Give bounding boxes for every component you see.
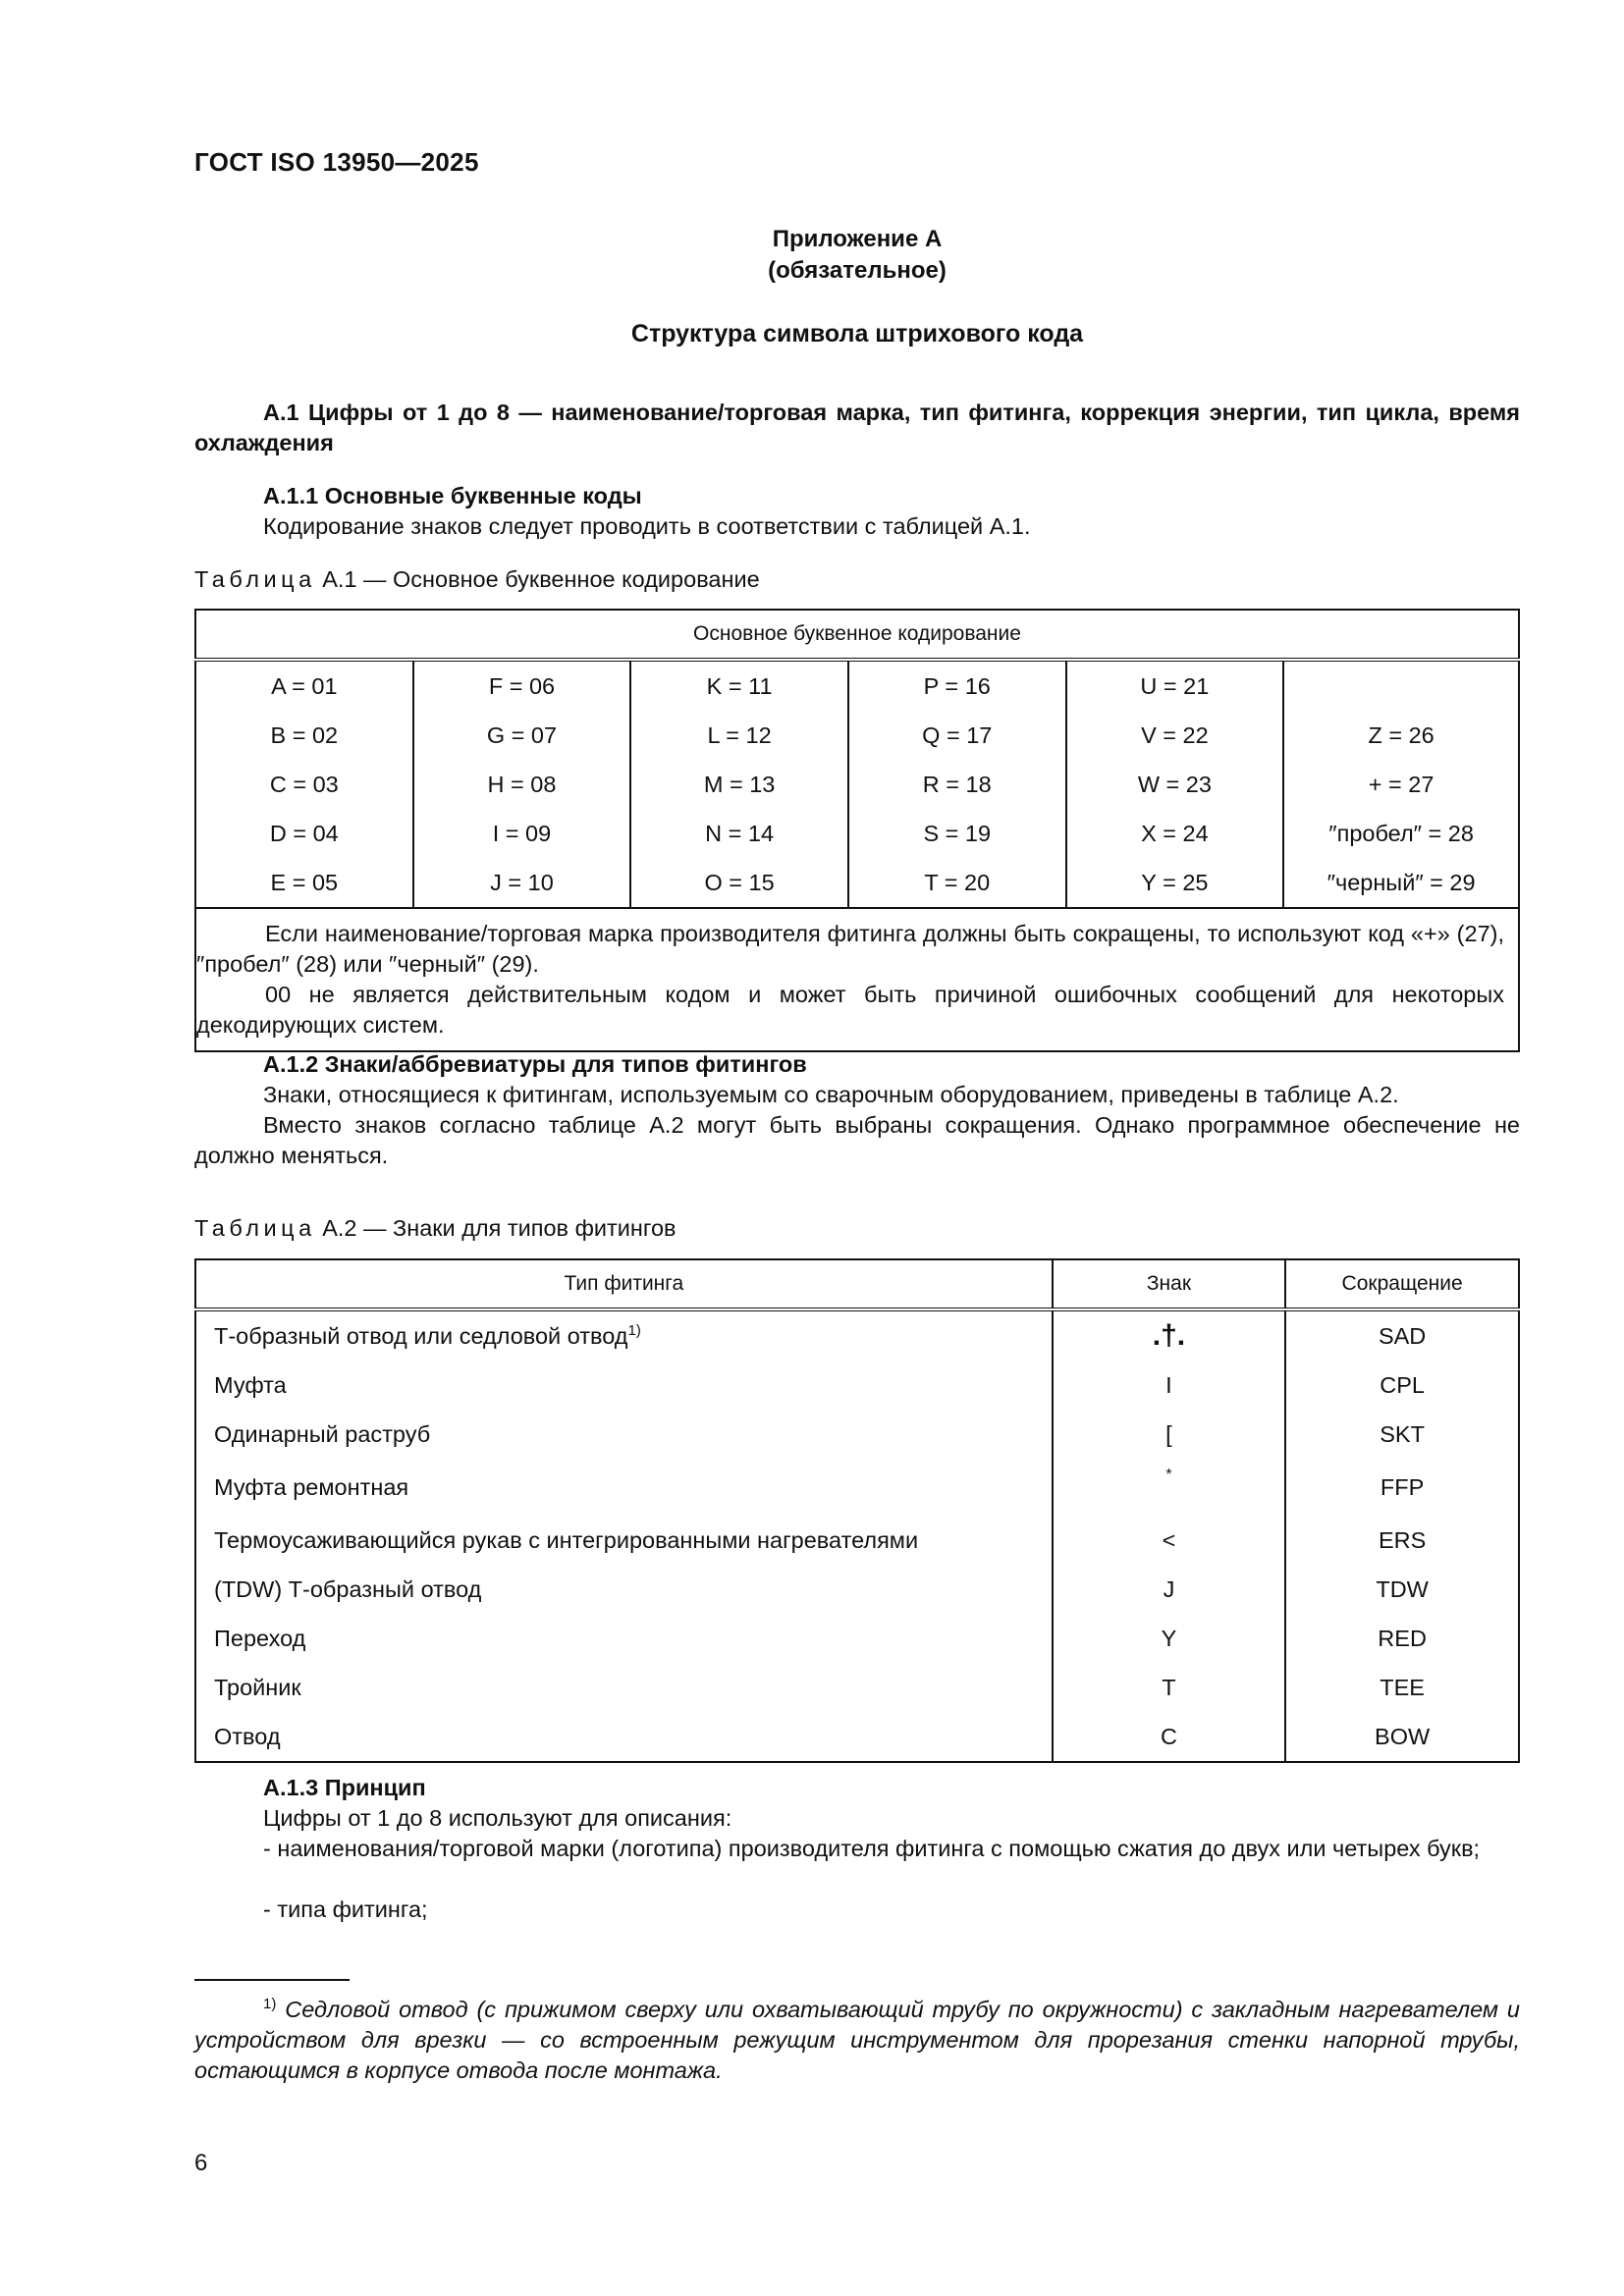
section-a13-text: Цифры от 1 до 8 используют для описания: [263, 1805, 732, 1831]
section-a13-title: А.1.3 Принцип [263, 1775, 426, 1800]
fitting-sign: [ [1053, 1410, 1286, 1459]
footnote-text: Седловой отвод (с прижимом сверху или охватывающий трубу по окружности) с закладным нагревателем и устройством для врезки — со встроенным режущим инструментом для прорезания стенки напорной трубы, остающимся в корпусе отвода после монтажа. [194, 1996, 1520, 2083]
footnote-divider [194, 1979, 350, 1981]
fitting-sign: J [1053, 1565, 1286, 1614]
footnote-mark: 1) [263, 1996, 277, 2012]
section-a1-title: А.1 Цифры от 1 до 8 — наименование/торговая марка, тип фитинга, коррекция энергии, тип цикла, время охлаждения [194, 400, 1520, 455]
appendix-status: (обязательное) [768, 257, 947, 284]
fitting-type-name: (TDW) Т-образный отвод [195, 1565, 1053, 1614]
table-cell [1283, 660, 1519, 711]
table-cell: B = 02 [195, 711, 413, 760]
table-cell: L = 12 [630, 711, 848, 760]
table-row [195, 1565, 1519, 1614]
fitting-abbreviation: SAD [1285, 1309, 1519, 1361]
table-cell: W = 23 [1066, 760, 1284, 809]
table2-caption-word: Таблица [194, 1215, 316, 1241]
table-cell: ″черный″ = 29 [1283, 858, 1519, 908]
table-cell: Q = 17 [848, 711, 1066, 760]
table-row [195, 858, 1519, 908]
column-header-sign: Знак [1053, 1259, 1286, 1309]
footnote-ref: 1) [627, 1322, 641, 1340]
fitting-type-name: Отвод [195, 1712, 1053, 1762]
table-row [195, 1410, 1519, 1459]
fitting-sign: < [1053, 1516, 1286, 1565]
fitting-type-cell [195, 1309, 1053, 1361]
table1-note-2: 00 не является действительным кодом и может быть причиной ошибочных сообщений для некоторых декодирующих систем. [196, 982, 1504, 1038]
table-row [195, 1663, 1519, 1712]
table-cell: H = 08 [413, 760, 631, 809]
table-cell: C = 03 [195, 760, 413, 809]
fitting-abbreviation: BOW [1285, 1712, 1519, 1762]
fitting-abbreviation: FFP [1285, 1459, 1519, 1516]
table-basic-letter-coding [194, 609, 1520, 1052]
table-cell: V = 22 [1066, 711, 1284, 760]
table-cell: F = 06 [413, 660, 631, 711]
table-cell: R = 18 [848, 760, 1066, 809]
table-cell: A = 01 [195, 660, 413, 711]
fitting-type-name: Тройник [195, 1663, 1053, 1712]
table-cell: U = 21 [1066, 660, 1284, 711]
table-cell: J = 10 [413, 858, 631, 908]
table-row [195, 1516, 1519, 1565]
table-cell: Y = 25 [1066, 858, 1284, 908]
table2-caption [194, 1215, 677, 1242]
table-cell: I = 09 [413, 809, 631, 858]
table-cell: K = 11 [630, 660, 848, 711]
section-a11-text: Кодирование знаков следует проводить в соответствии с таблицей А.1. [263, 513, 1031, 539]
fitting-type-name: Муфта [195, 1361, 1053, 1410]
fitting-abbreviation: ERS [1285, 1516, 1519, 1565]
table-cell: D = 04 [195, 809, 413, 858]
table-row [195, 660, 1519, 711]
table-cell: M = 13 [630, 760, 848, 809]
fitting-abbreviation: SKT [1285, 1410, 1519, 1459]
footnote [194, 1989, 1520, 2086]
table-row [195, 1361, 1519, 1410]
table-row [195, 1614, 1519, 1663]
table-row [195, 1459, 1519, 1516]
fitting-type-name: Т-образный отвод или седловой отвод [214, 1322, 628, 1349]
column-header-abbreviation: Сокращение [1285, 1259, 1519, 1309]
fitting-sign: C [1053, 1712, 1286, 1762]
table1-header: Основное буквенное кодирование [195, 610, 1519, 660]
table-row [195, 809, 1519, 858]
fitting-sign: Y [1053, 1614, 1286, 1663]
table1-note-row [195, 908, 1519, 1051]
fitting-type-name: Муфта ремонтная [195, 1459, 1053, 1516]
fitting-type-name: Термоусаживающийся рукав с интегрированными нагревателями [195, 1516, 1053, 1565]
fitting-abbreviation: RED [1285, 1614, 1519, 1663]
table1-note-1: Если наименование/торговая марка производителя фитинга должны быть сокращены, то используют код «+» (27), ″пробел″ (28) или ″черный″ (29). [196, 921, 1504, 977]
table-cell: E = 05 [195, 858, 413, 908]
fitting-sign: I [1053, 1361, 1286, 1410]
table-cell: N = 14 [630, 809, 848, 858]
fitting-type-name: Одинарный раструб [195, 1410, 1053, 1459]
section-a13-item-2: - типа фитинга; [263, 1896, 428, 1922]
table-row [195, 1712, 1519, 1762]
section-a11-title: А.1.1 Основные буквенные коды [263, 483, 642, 508]
table1-header-row [195, 610, 1519, 660]
table-cell: X = 24 [1066, 809, 1284, 858]
table2-caption-text: А.2 — Знаки для типов фитингов [322, 1215, 677, 1241]
table-row [195, 711, 1519, 760]
table1-caption-text: А.1 — Основное буквенное кодирование [322, 566, 760, 592]
fitting-sign: * [1053, 1459, 1286, 1516]
fitting-sign: .†. [1053, 1309, 1286, 1361]
table-cell: + = 27 [1283, 760, 1519, 809]
table2-header-row [195, 1259, 1519, 1309]
section-a12-text-2: Вместо знаков согласно таблице А.2 могут быть выбраны сокращения. Однако программное обеспечение не должно меняться. [194, 1112, 1520, 1168]
fitting-abbreviation: TDW [1285, 1565, 1519, 1614]
appendix-title: Приложение А [772, 226, 943, 252]
table-cell: T = 20 [848, 858, 1066, 908]
table1-caption [194, 566, 760, 593]
appendix-heading: Структура символа штрихового кода [630, 320, 1084, 347]
table-cell: G = 07 [413, 711, 631, 760]
table-cell: O = 15 [630, 858, 848, 908]
section-a13-item-1: - наименования/торговой марки (логотипа) производителя фитинга с помощью сжатия до двух или четырех букв; [263, 1836, 1481, 1861]
section-a12-text-1: Знаки, относящиеся к фитингам, используемым со сварочным оборудованием, приведены в таблице А.2. [263, 1082, 1399, 1107]
column-header-fitting-type: Тип фитинга [195, 1259, 1053, 1309]
page-number: 6 [194, 2150, 208, 2176]
fitting-abbreviation: CPL [1285, 1361, 1519, 1410]
table-cell: P = 16 [848, 660, 1066, 711]
fitting-sign: T [1053, 1663, 1286, 1712]
table-cell: S = 19 [848, 809, 1066, 858]
table-row [195, 760, 1519, 809]
table-fitting-signs [194, 1258, 1520, 1763]
table-cell: ″пробел″ = 28 [1283, 809, 1519, 858]
table1-caption-word: Таблица [194, 566, 316, 592]
table1-note [195, 908, 1519, 1051]
document-header: ГОСТ ISO 13950—2025 [194, 147, 479, 177]
fitting-type-name: Переход [195, 1614, 1053, 1663]
table-cell: Z = 26 [1283, 711, 1519, 760]
section-a12-title: А.1.2 Знаки/аббревиатуры для типов фитингов [263, 1051, 807, 1077]
table-row [195, 1309, 1519, 1361]
fitting-abbreviation: TEE [1285, 1663, 1519, 1712]
